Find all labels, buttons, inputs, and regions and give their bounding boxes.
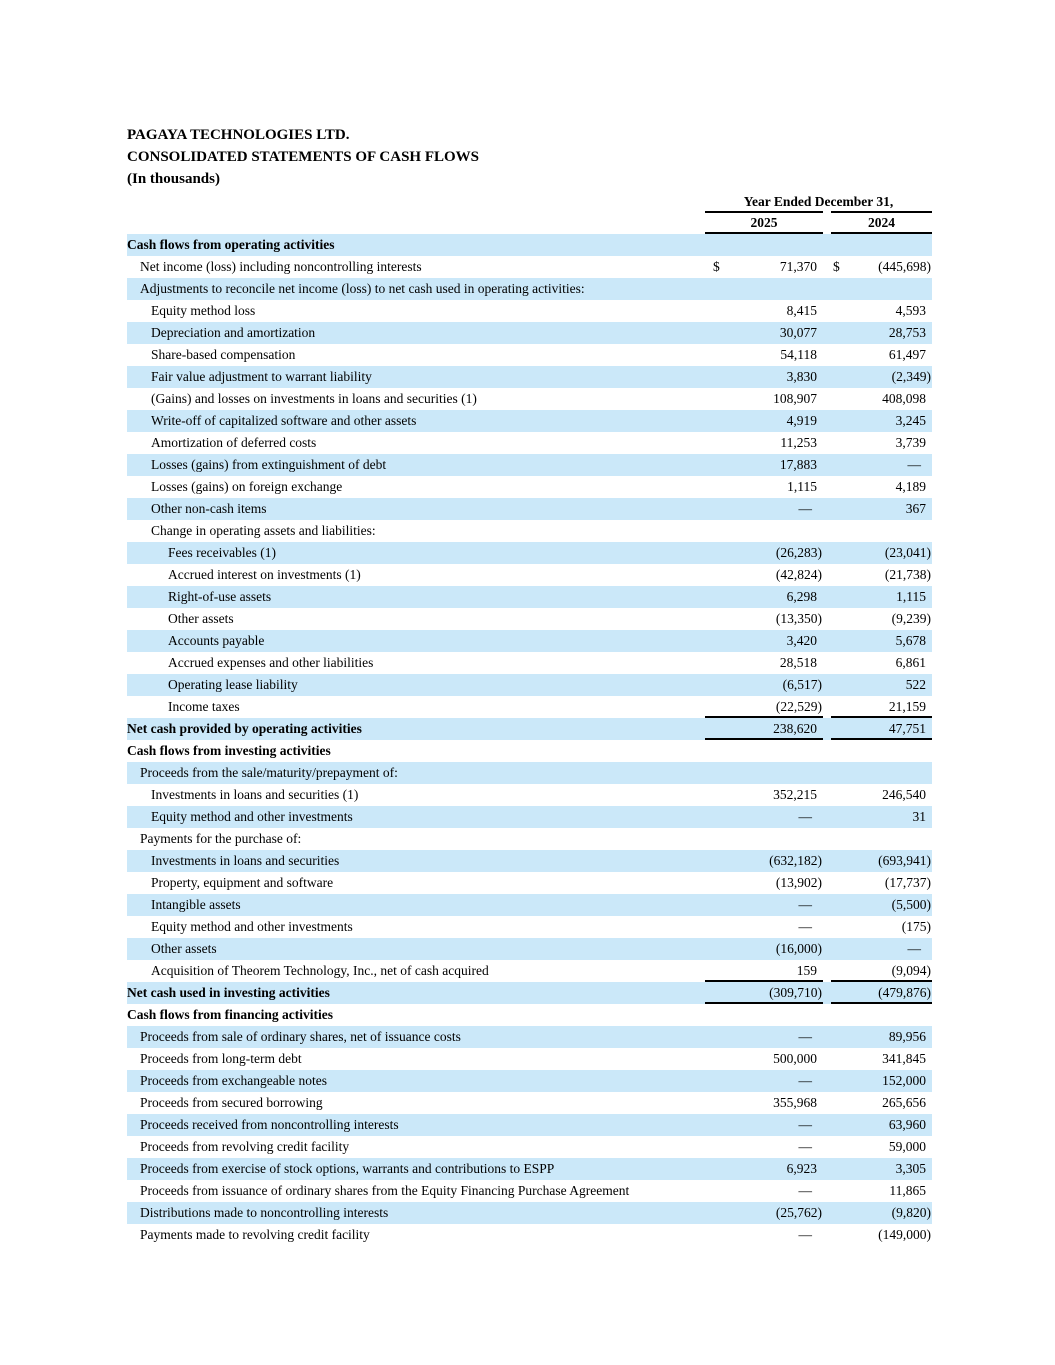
row-label: Other non-cash items [151, 501, 267, 516]
table-row [127, 916, 932, 938]
value-2024 [831, 916, 932, 938]
value-text: (16,000) [775, 941, 822, 956]
table-row [127, 1114, 932, 1136]
value-2025 [705, 630, 823, 652]
statement-title: CONSOLIDATED STATEMENTS OF CASH FLOWS [127, 149, 480, 165]
value-2024 [831, 806, 932, 828]
row-label: Accrued interest on investments (1) [168, 567, 361, 582]
row-label: Investments in loans and securities (1) [151, 787, 359, 802]
value-2024 [831, 872, 932, 894]
value-text: (22,529) [775, 699, 822, 714]
value-2024 [831, 850, 932, 872]
value-text: 4,189 [895, 479, 926, 494]
value-text: — [798, 919, 812, 934]
table-row [127, 784, 932, 806]
row-label: Proceeds from the sale/maturity/prepayment of: [140, 765, 398, 780]
dollar-sign: $ [833, 259, 840, 274]
table-row [127, 894, 932, 916]
value-2024 [831, 1202, 932, 1224]
value-text: 31 [912, 809, 926, 824]
value-2024 [831, 366, 932, 388]
value-2025 [705, 872, 823, 894]
value-text: 246,540 [882, 787, 926, 802]
value-2024 [831, 960, 932, 982]
value-text: (445,698) [878, 259, 931, 274]
value-2024 [831, 652, 932, 674]
row-label: Proceeds received from noncontrolling interests [140, 1117, 399, 1132]
value-text: 159 [796, 963, 817, 978]
value-2025 [705, 564, 823, 586]
value-2024 [831, 476, 932, 498]
table-row [127, 410, 932, 432]
value-text: 4,919 [786, 413, 817, 428]
value-text: 3,830 [786, 369, 817, 384]
value-2025 [705, 1180, 823, 1202]
row-label: Fair value adjustment to warrant liability [151, 369, 372, 384]
value-text: 11,253 [780, 435, 817, 450]
value-2025 [705, 674, 823, 696]
value-2025 [705, 784, 823, 806]
dollar-sign: $ [713, 259, 720, 274]
value-text: (632,182) [769, 853, 822, 868]
row-label: Proceeds from secured borrowing [140, 1095, 323, 1110]
table-row [127, 322, 932, 344]
row-label: Change in operating assets and liabilities: [151, 523, 376, 538]
value-2025 [705, 960, 823, 982]
row-label: Adjustments to reconcile net income (loss) to net cash used in operating activities: [140, 281, 585, 296]
value-text: (693,941) [878, 853, 931, 868]
table-row [127, 982, 932, 1004]
table-row [127, 872, 932, 894]
value-2025 [705, 894, 823, 916]
table-row [127, 278, 932, 300]
value-2024 [831, 410, 932, 432]
row-label: Proceeds from revolving credit facility [140, 1139, 350, 1154]
value-2025 [705, 850, 823, 872]
value-text: 5,678 [895, 633, 926, 648]
table-row [127, 234, 932, 256]
table-row [127, 454, 932, 476]
row-label: Operating lease liability [168, 677, 298, 692]
value-text: 6,861 [895, 655, 926, 670]
document-title-block [127, 124, 932, 190]
value-2025 [705, 476, 823, 498]
value-text: — [907, 457, 921, 472]
value-2025 [705, 718, 823, 740]
value-2024 [831, 696, 932, 718]
value-text: 54,118 [780, 347, 817, 362]
value-2025 [705, 806, 823, 828]
row-label: (Gains) and losses on investments in loans and securities (1) [151, 391, 477, 406]
value-2025 [705, 982, 823, 1004]
value-2025 [705, 740, 823, 762]
value-text: (5,500) [891, 897, 931, 912]
row-label: Income taxes [168, 699, 240, 714]
table-row [127, 586, 932, 608]
value-text: (25,762) [775, 1205, 822, 1220]
value-2025 [705, 278, 823, 300]
table-row [127, 938, 932, 960]
value-text: 28,518 [779, 655, 817, 670]
value-2025 [705, 410, 823, 432]
value-2024 [831, 1114, 932, 1136]
value-text: 61,497 [888, 347, 926, 362]
table-row [127, 960, 932, 982]
table-row [127, 432, 932, 454]
table-row [127, 256, 932, 278]
row-label: Fees receivables (1) [168, 545, 276, 560]
table-row [127, 828, 932, 850]
value-text: (26,283) [775, 545, 822, 560]
value-2025 [705, 256, 823, 278]
value-text: 3,305 [895, 1161, 926, 1176]
value-text: 17,883 [779, 457, 817, 472]
row-label: Cash flows from operating activities [127, 237, 335, 252]
value-text: 21,159 [888, 699, 926, 714]
units-note: (In thousands) [127, 171, 220, 187]
value-2025 [705, 1004, 823, 1026]
value-2025 [705, 1202, 823, 1224]
value-text: 3,245 [895, 413, 926, 428]
cash-flow-statement-page [127, 124, 932, 1246]
value-2024 [831, 542, 932, 564]
value-2024 [831, 1048, 932, 1070]
value-2024 [831, 234, 932, 256]
value-2024 [831, 1224, 932, 1246]
value-text: (479,876) [878, 985, 931, 1000]
row-label: Losses (gains) on foreign exchange [151, 479, 343, 494]
table-header [127, 192, 932, 234]
value-2025 [705, 498, 823, 520]
row-label: Proceeds from exercise of stock options, warrants and contributions to ESPP [140, 1161, 555, 1176]
table-row [127, 1202, 932, 1224]
value-2025 [705, 388, 823, 410]
value-text: — [798, 1139, 812, 1154]
value-text: 63,960 [888, 1117, 926, 1132]
table-row [127, 740, 932, 762]
value-2024 [831, 1180, 932, 1202]
value-text: (309,710) [769, 985, 822, 1000]
value-2024 [831, 322, 932, 344]
table-row [127, 1136, 932, 1158]
value-2025 [705, 366, 823, 388]
value-2025 [705, 520, 823, 542]
table-row [127, 388, 932, 410]
table-row [127, 630, 932, 652]
value-2024 [831, 256, 932, 278]
row-label: Investments in loans and securities [151, 853, 340, 868]
value-text: (9,094) [891, 963, 931, 978]
value-text: 408,098 [882, 391, 926, 406]
value-2025 [705, 586, 823, 608]
value-text: (13,902) [775, 875, 822, 890]
value-2024 [831, 1070, 932, 1092]
table-row [127, 1158, 932, 1180]
table-row [127, 1180, 932, 1202]
table-row [127, 366, 932, 388]
row-label: Acquisition of Theorem Technology, Inc., net of cash acquired [151, 963, 489, 978]
value-2025 [705, 652, 823, 674]
value-text: 3,420 [786, 633, 817, 648]
table-row [127, 300, 932, 322]
value-text: 108,907 [773, 391, 817, 406]
value-2025 [705, 1026, 823, 1048]
value-2024 [831, 1026, 932, 1048]
value-text: — [798, 1183, 812, 1198]
value-text: 341,845 [882, 1051, 926, 1066]
value-text: (9,239) [891, 611, 931, 626]
table-body [127, 234, 932, 1246]
value-text: 4,593 [895, 303, 926, 318]
value-text: (9,820) [891, 1205, 931, 1220]
header-label-spacer [127, 192, 705, 234]
row-label: Distributions made to noncontrolling interests [140, 1205, 389, 1220]
value-text: — [798, 1227, 812, 1242]
value-text: 352,215 [773, 787, 817, 802]
value-2024 [831, 344, 932, 366]
value-text: (6,517) [782, 677, 822, 692]
value-2024 [831, 1004, 932, 1026]
value-text: — [798, 501, 812, 516]
table-row [127, 1070, 932, 1092]
value-text: — [798, 897, 812, 912]
row-label: Net cash provided by operating activities [127, 721, 362, 736]
value-text: (13,350) [775, 611, 822, 626]
value-text: (2,349) [891, 369, 931, 384]
value-2024 [831, 432, 932, 454]
value-2025 [705, 344, 823, 366]
row-label: Cash flows from investing activities [127, 743, 331, 758]
value-2024 [831, 740, 932, 762]
value-2025 [705, 608, 823, 630]
value-2025 [705, 1136, 823, 1158]
value-2025 [705, 432, 823, 454]
period-header: Year Ended December 31, [743, 194, 894, 209]
value-2024 [831, 982, 932, 1004]
value-text: (17,737) [884, 875, 931, 890]
value-text: 71,370 [779, 259, 817, 274]
row-label: Proceeds from long-term debt [140, 1051, 302, 1066]
row-label: Net cash used in investing activities [127, 985, 330, 1000]
value-text: 28,753 [888, 325, 926, 340]
table-row [127, 520, 932, 542]
value-text: — [798, 809, 812, 824]
table-row [127, 564, 932, 586]
table-row [127, 344, 932, 366]
table-row [127, 806, 932, 828]
value-2025 [705, 828, 823, 850]
value-text: (175) [901, 919, 931, 934]
row-label: Net income (loss) including noncontrolling interests [140, 259, 422, 274]
table-row [127, 1004, 932, 1026]
value-2024 [831, 278, 932, 300]
value-text: 1,115 [896, 589, 926, 604]
value-2024 [831, 784, 932, 806]
value-2024 [831, 718, 932, 740]
value-text: 59,000 [888, 1139, 926, 1154]
value-2024 [831, 1136, 932, 1158]
value-2025 [705, 1092, 823, 1114]
value-2024 [831, 498, 932, 520]
row-label: Depreciation and amortization [151, 325, 316, 340]
row-label: Equity method and other investments [151, 919, 353, 934]
table-row [127, 850, 932, 872]
value-2024 [831, 894, 932, 916]
row-label: Other assets [168, 611, 234, 626]
row-label: Intangible assets [151, 897, 241, 912]
row-label: Share-based compensation [151, 347, 296, 362]
value-text: — [798, 1073, 812, 1088]
value-2025 [705, 1224, 823, 1246]
value-text: 11,865 [889, 1183, 926, 1198]
value-text: 30,077 [779, 325, 817, 340]
value-2024 [831, 300, 932, 322]
value-2024 [831, 828, 932, 850]
table-row [127, 1026, 932, 1048]
value-2025 [705, 542, 823, 564]
value-text: 265,656 [882, 1095, 926, 1110]
value-2025 [705, 300, 823, 322]
value-text: 8,415 [786, 303, 817, 318]
year-column-headers [705, 213, 932, 234]
value-2024 [831, 586, 932, 608]
column-gap [823, 213, 831, 234]
value-2025 [705, 938, 823, 960]
row-label: Proceeds from sale of ordinary shares, net of issuance costs [140, 1029, 461, 1044]
value-text: 3,739 [895, 435, 926, 450]
value-2024 [831, 608, 932, 630]
company-name: PAGAYA TECHNOLOGIES LTD. [127, 127, 350, 143]
value-2024 [831, 1092, 932, 1114]
value-text: 152,000 [882, 1073, 926, 1088]
row-label: Amortization of deferred costs [151, 435, 317, 450]
table-row [127, 674, 932, 696]
column-header-2025: 2025 [705, 213, 823, 234]
value-2024 [831, 938, 932, 960]
value-text: 500,000 [773, 1051, 817, 1066]
value-2024 [831, 1158, 932, 1180]
value-text: 367 [905, 501, 926, 516]
row-label: Right-of-use assets [168, 589, 272, 604]
row-label: Payments made to revolving credit facility [140, 1227, 370, 1242]
row-label: Cash flows from financing activities [127, 1007, 333, 1022]
value-text: 1,115 [787, 479, 817, 494]
table-row [127, 498, 932, 520]
value-text: (21,738) [884, 567, 931, 582]
row-label: Write-off of capitalized software and other assets [151, 413, 417, 428]
value-2024 [831, 564, 932, 586]
value-2025 [705, 1158, 823, 1180]
row-label: Property, equipment and software [151, 875, 334, 890]
value-2025 [705, 916, 823, 938]
value-text: 6,298 [786, 589, 817, 604]
value-2025 [705, 696, 823, 718]
value-2025 [705, 1048, 823, 1070]
row-label: Accrued expenses and other liabilities [168, 655, 374, 670]
value-2025 [705, 1114, 823, 1136]
table-row [127, 1048, 932, 1070]
value-2024 [831, 454, 932, 476]
value-2024 [831, 674, 932, 696]
value-text: — [798, 1029, 812, 1044]
value-text: — [798, 1117, 812, 1132]
table-row [127, 608, 932, 630]
value-text: 238,620 [773, 721, 817, 736]
row-label: Proceeds from exchangeable notes [140, 1073, 328, 1088]
row-label: Losses (gains) from extinguishment of debt [151, 457, 387, 472]
value-text: (149,000) [878, 1227, 931, 1242]
value-text: 89,956 [888, 1029, 926, 1044]
row-label: Proceeds from issuance of ordinary shares from the Equity Financing Purchase Agreement [140, 1183, 630, 1198]
table-row [127, 762, 932, 784]
table-row [127, 476, 932, 498]
table-row [127, 652, 932, 674]
value-2024 [831, 388, 932, 410]
value-2025 [705, 454, 823, 476]
value-2024 [831, 520, 932, 542]
value-2025 [705, 1070, 823, 1092]
value-2024 [831, 630, 932, 652]
header-columns [705, 192, 932, 234]
table-row [127, 542, 932, 564]
value-text: 6,923 [786, 1161, 817, 1176]
row-label: Equity method and other investments [151, 809, 353, 824]
value-text: (42,824) [775, 567, 822, 582]
value-2024 [831, 762, 932, 784]
table-row [127, 1092, 932, 1114]
value-text: 355,968 [773, 1095, 817, 1110]
value-2025 [705, 234, 823, 256]
value-text: (23,041) [884, 545, 931, 560]
value-text: — [907, 941, 921, 956]
row-label: Payments for the purchase of: [140, 831, 302, 846]
row-label: Accounts payable [168, 633, 265, 648]
value-2025 [705, 762, 823, 784]
table-row [127, 696, 932, 718]
row-label: Equity method loss [151, 303, 256, 318]
value-text: 47,751 [888, 721, 926, 736]
value-2025 [705, 322, 823, 344]
row-label: Other assets [151, 941, 217, 956]
table-row [127, 1224, 932, 1246]
value-text: 522 [905, 677, 926, 692]
column-header-2024: 2024 [831, 213, 932, 234]
table-row [127, 718, 932, 740]
